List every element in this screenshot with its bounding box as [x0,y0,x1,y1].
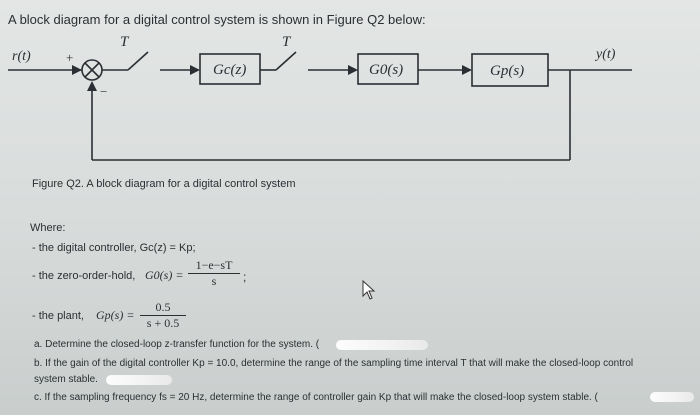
controller-label: Gc(z) [213,62,247,78]
question-a: a. Determine the closed-loop z-transfer function for the system. ( [34,339,320,350]
arrowhead-input [72,65,82,75]
question-b-line1: b. If the gain of the digital controller Kp = 10.0, determine the range of the sampling time interval T that will make the closed-loop control [34,358,634,369]
plant-label: Gp(s) [490,63,525,79]
sampler-label-2: T [282,34,291,50]
plant-fraction [140,300,186,331]
arrowhead-feedback [87,81,97,91]
redaction-smudge-c [650,392,694,402]
redaction-smudge-b [106,375,172,385]
plant-lhs: Gp(s) = [96,308,135,322]
zoh-fraction [188,258,240,289]
question-b-line2: system stable. [34,374,98,385]
minus-sign: − [100,84,108,99]
zoh-label: G0(s) [369,62,404,78]
where-label: Where: [30,222,66,234]
zoh-denominator: s [211,274,217,288]
plant-numerator: 0.5 [140,300,186,316]
mouse-pointer-icon [362,280,376,300]
input-label: r(t) [12,49,31,64]
plus-sign: + [66,50,74,65]
figure-caption: Figure Q2. A block diagram for a digital control system [32,178,296,190]
sampler-switch-1 [128,52,148,70]
block-diagram [0,30,700,180]
question-c: c. If the sampling frequency fs = 20 Hz, determine the range of controller gain Kp that will make the closed-loop system stable. ( [34,392,598,403]
zoh-definition-lead: - the zero-order-hold, [32,270,136,282]
zoh-numerator: 1−e−sT [188,258,240,274]
output-label: y(t) [596,47,616,62]
zoh-lhs: G0(s) = [145,268,184,282]
sampler-label-1: T [120,34,129,50]
redaction-smudge-a [336,340,428,350]
controller-definition: - the digital controller, Gc(z) = Kp; [32,242,196,254]
arrowhead-plant [462,65,472,75]
plant-definition-lead: - the plant, [32,310,84,322]
problem-header: A block diagram for a digital control system is shown in Figure Q2 below: [8,12,426,27]
arrowhead-zoh [348,65,358,75]
sampler-switch-2 [276,52,296,70]
plant-denominator: s + 0.5 [146,316,180,330]
zoh-semicolon: ; [243,270,247,284]
arrowhead-controller [190,65,200,75]
